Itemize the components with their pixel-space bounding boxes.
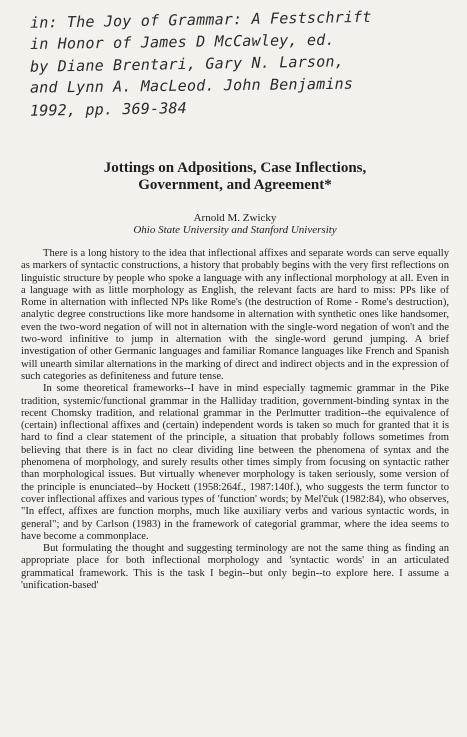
handwritten-line: and Lynn A. MacLeod. John Benjamins — [29, 74, 354, 97]
handwritten-line: in: The Joy of Grammar: A Festschrift — [29, 7, 372, 32]
handwritten-citation-note — [30, 8, 460, 118]
author-affiliation: Ohio State University and Stanford University — [133, 224, 337, 236]
title-line-1: Jottings on Adpositions, Case Inflections, — [103, 160, 367, 176]
title-line-2: Government, and Agreement* — [138, 177, 332, 193]
handwritten-line: in Honor of James D McCawley, ed. — [29, 30, 335, 54]
handwritten-line: 1992, pp. 369-384 — [29, 99, 188, 120]
author-name: Arnold M. Zwicky — [193, 212, 277, 224]
body-paragraph-3: But formulating the thought and suggesting terminology are not the same thing as finding an appropriate place for both inflectional morphology and 'syntactic words' in an articulated grammatical framework. This is the task I begin--but only begin--to explore here. I assume a 'unification-based' — [21, 543, 449, 592]
handwritten-line: by Diane Brentari, Gary N. Larson, — [29, 52, 345, 76]
body-paragraph-1: There is a long history to the idea that inflectional affixes and separate words can serve equally as markers of syntactic constructions, a history that probably begins with the very first reflections on linguistic structure by people who spoke a language with any inflectional morphology at all. Even in a language with as little morphology as English, the relevant facts are hard to miss: PPs like of Rome in alternation with inflected NPs like Rome's (the destruction of Rome - Rome's destruction), analytic degree constructions like more handsome in alternation with synthetic ones like handsomer, even the two-word negation of will not in alternation with the single-word negation of won't and the two-word infinitive to jump in alternation with the single-word gerund jumping. A brief investigation of other Germanic languages and familiar Romance languages like French and Spanish will unearth similar alternations in the marking of direct and indirect objects and in the expression of such categories as definiteness and future tense. — [21, 248, 449, 382]
article-title — [20, 160, 450, 194]
article-body — [21, 248, 449, 592]
body-paragraph-2: In some theoretical frameworks--I have in mind especially tagmemic grammar in the Pike tradition, systemic/functional grammar in the Halliday tradition, government-binding syntax in the recent Chomsky tradition, and relational grammar in the Perlmutter tradition--the equivalence of (certain) inflectional affixes and (certain) independent words is taken so much for granted that it is hard to find a clear statement of the principle, a situation that probably follows sometimes from believing that there is in fact no clear dividing line between the phenomena of syntax and the phenomena of morphology, and surely results other times simply from focusing on syntactic rather than morphological issues. But virtually whenever morphology is taken seriously, some version of the principle is enunciated--by Hockett (1958:264f., 1987:140f.), who suggests the term functor to cover inflectional affixes and various types of 'function' words; by Mel'čuk (1982:84), who observes, "In effect, affixes are function morphs, much like auxiliary verbs and various syntactic words, in general"; and by Carlson (1983) in the framework of categorial grammar, where the idea seems to have become a commonplace. — [21, 383, 449, 542]
